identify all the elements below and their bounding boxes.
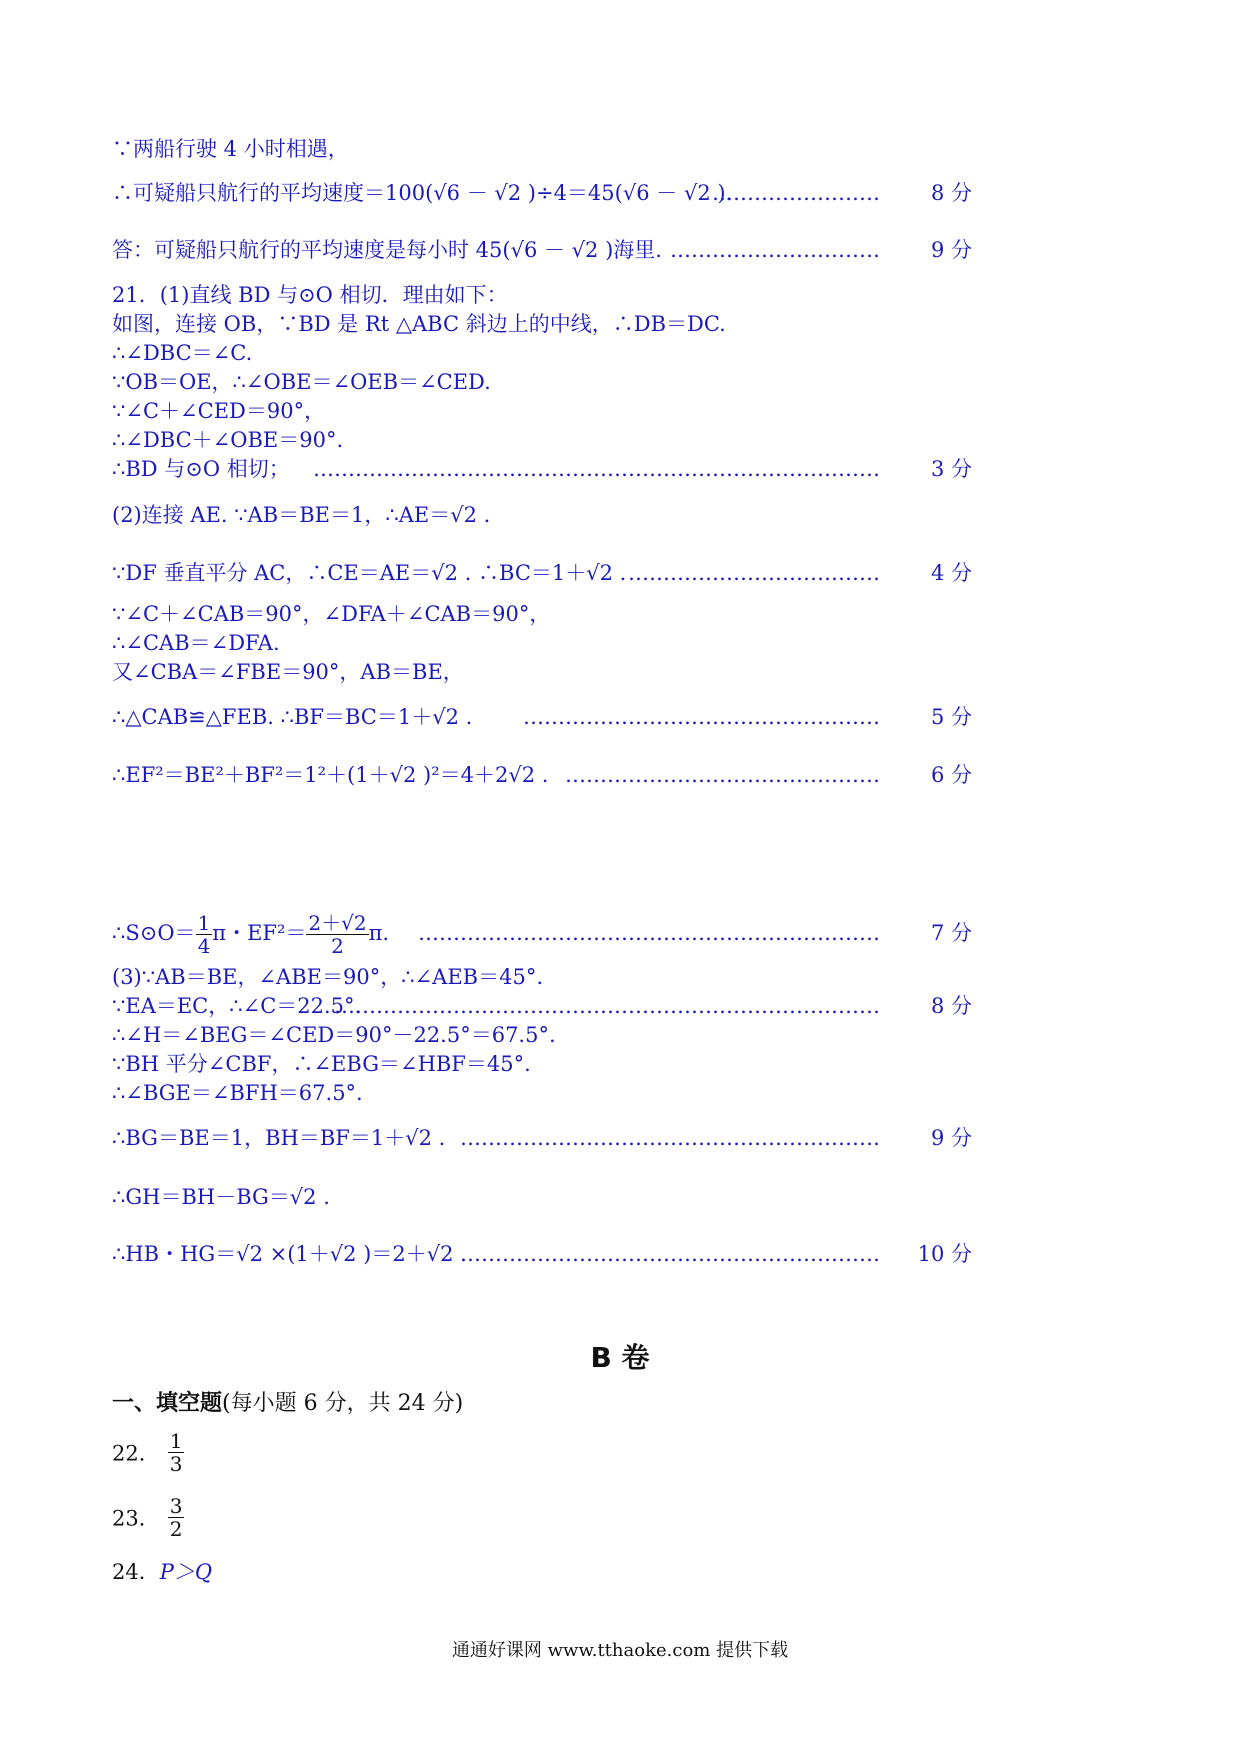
proof-line-22: ∵BH 平分∠CBF，∴∠EBG＝∠HBF＝45°. [112,1052,531,1076]
proof-line-6: ∴∠DBC＝∠C. [112,341,253,365]
proof-line-10: ∴BD 与⊙O 相切； ……………………………………………………………………… 3 分 [112,452,972,486]
leader-dots: ……………………………………… [565,763,880,787]
proof-line-1: ∵两船行驶 4 小时相遇， [112,137,349,161]
leader-dots: …………………………………………… [523,705,880,729]
section-heading: 一、填空题(每小题 6 分，共 24 分) [112,1391,464,1416]
score-label: 9 分 [930,1126,972,1150]
proof-line-8: ∵∠C＋∠CED＝90°， [112,399,326,423]
proof-line-23: ∴∠BGE＝∠BFH＝67.5°. [112,1081,363,1105]
proof-line-11: (2)连接 AE. ∵AB＝BE＝1，∴AE＝√2 . [112,503,491,527]
fraction-area: $\frac{2+√2}{2}$ [308,911,367,958]
score-label: 10 分 [917,1242,972,1266]
answer-22: 22． $\frac{1}{3}$ [112,1429,183,1476]
proof-line-26: ∴HB・HG＝√2 ×(1＋√2 )＝2＋√2 . …………………………………………………… 10 分 [112,1237,972,1271]
leader-dots: ……………………………………………………………………… [313,457,880,481]
circle-area-line: ∴S⊙O＝ $\frac{1}{4}$ π・EF²＝ $\frac{2+√2}{2}$ π. ………………………………………………………… 7 分 [112,908,972,958]
answer-fraction: $\frac{1}{3}$ [169,1429,183,1476]
score-label: 3 分 [930,457,972,481]
proof-line-4: 21．(1)直线 BD 与⊙O 相切．理由如下： [112,283,508,307]
footer-text: 通通好课网 www.tthaoke.com 提供下载 [451,1640,789,1661]
leader-dots: ………………………… [670,238,880,262]
answer-fraction: $\frac{3}{2}$ [169,1494,183,1541]
proof-line-13: ∵∠C＋∠CAB＝90°，∠DFA＋∠CAB＝90°， [112,602,551,626]
proof-line-20: ∵EA＝EC，∴∠C＝22.5°. …………………………………………………………………… 8 分 [112,989,972,1023]
leader-dots: …………………………………………………… [460,1242,880,1266]
proof-line-9: ∴∠DBC＋∠OBE＝90°. [112,428,344,452]
answer-24: 24．P＞Q [112,1560,213,1584]
proof-line-17: ∴EF²＝BE²＋BF²＝1²＋(1＋√2 )²＝4＋2√2 . ……………………………………… 6 分 [112,758,972,792]
proof-line-24: ∴BG＝BE＝1，BH＝BF＝1＋√2 . …………………………………………………… 9 分 [112,1121,972,1155]
score-label: 8 分 [930,994,972,1018]
score-label: 8 分 [930,181,972,205]
proof-line-25: ∴GH＝BH－BG＝√2 . [112,1185,330,1209]
proof-line-7: ∵OB＝OE，∴∠OBE＝∠OEB＝∠CED. [112,370,491,394]
leader-dots: ………………………………………………………… [418,921,880,945]
proof-line-3: 答：可疑船只航行的平均速度是每小时 45(√6 － √2 )海里. ………………………… 9 分 [112,233,972,267]
leader-dots: …………………………………………………………………… [334,994,880,1018]
proof-line-14: ∴∠CAB＝∠DFA. [112,631,280,655]
section-title: B 卷 [590,1341,650,1374]
proof-line-16: ∴△CAB≌△FEB. ∴BF＝BC＝1＋√2 . …………………………………………… 5 分 [112,700,972,734]
score-label: 7 分 [930,921,972,945]
score-label: 5 分 [930,705,972,729]
proof-line-19: (3)∵AB＝BE，∠ABE＝90°，∴∠AEB＝45°. [112,965,543,989]
proof-line-21: ∴∠H＝∠BEG＝∠CED＝90°－22.5°＝67.5°. [112,1023,556,1047]
leader-dots: ……………………………… [628,561,880,585]
proof-line-5: 如图，连接 OB，∵BD 是 Rt △ABC 斜边上的中线，∴DB＝DC. [112,312,726,336]
proof-line-15: 又∠CBA＝∠FBE＝90°，AB＝BE， [112,660,464,684]
score-label: 6 分 [930,763,972,787]
leader-dots: …………………… [712,181,880,205]
proof-line-2: ∴可疑船只航行的平均速度＝100(√6 － √2 )÷4＝45(√6 － √2 ). …………………… 8 分 [112,176,972,210]
proof-line-12: ∵DF 垂直平分 AC，∴CE＝AE＝√2 . ∴BC＝1＋√2 . ……………………………… 4 分 [112,556,972,590]
leader-dots: …………………………………………………… [460,1126,880,1150]
score-label: 9 分 [930,238,972,262]
fraction-one-quarter: $\frac{1}{4}$ [197,911,211,958]
score-label: 4 分 [930,561,972,585]
answer-23: 23． $\frac{3}{2}$ [112,1494,183,1541]
